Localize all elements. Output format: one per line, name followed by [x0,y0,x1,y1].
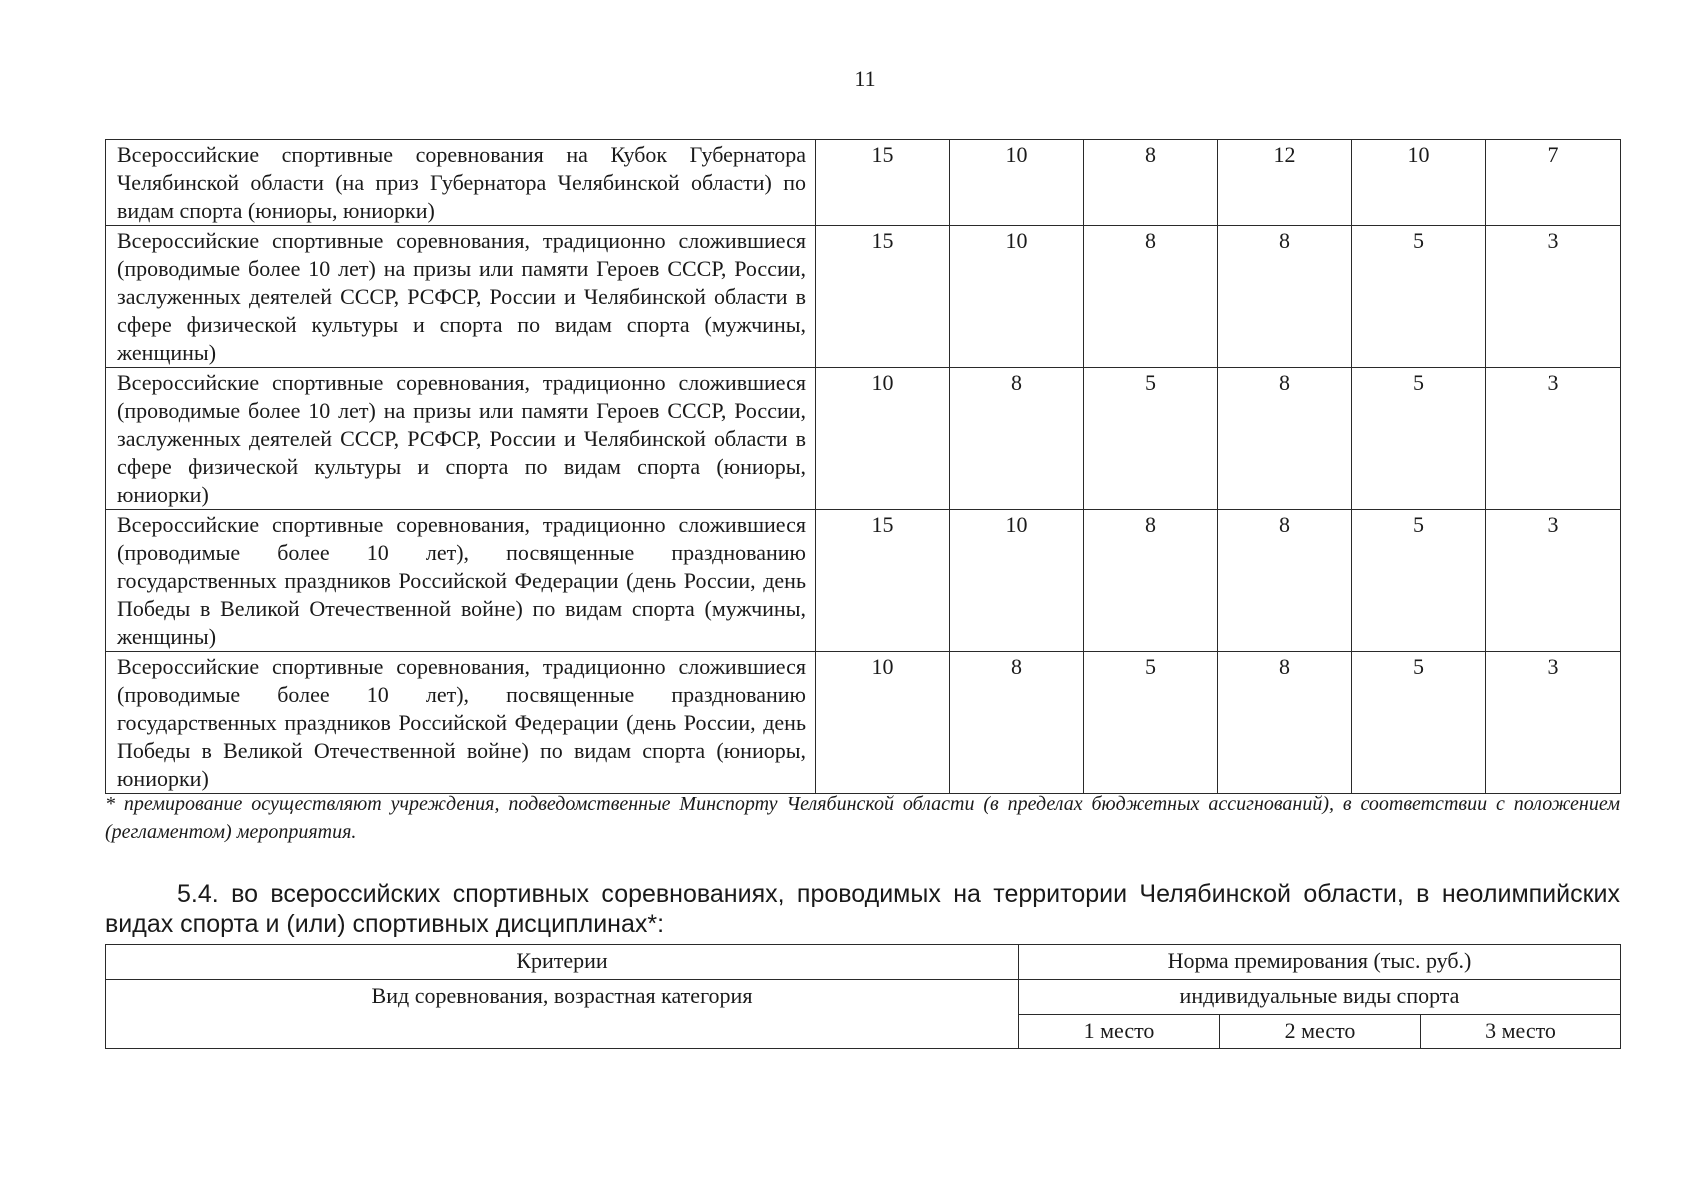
value-cell: 10 [950,140,1084,226]
table-header-row [106,980,1621,1015]
value-cell: 10 [816,652,950,794]
place-header: 3 место [1421,1015,1621,1049]
criteria-header: Критерии [106,945,1019,980]
value-cell: 8 [1084,140,1218,226]
table-row [106,140,1621,226]
value-cell: 8 [1084,510,1218,652]
value-cell: 15 [816,226,950,368]
page-number: 11 [854,66,876,91]
competition-type-header: Вид соревнования, возрастная категория [106,980,1019,1049]
value-cell: 15 [816,510,950,652]
norm-header: Норма премирования (тыс. руб.) [1019,945,1621,980]
table-row [106,368,1621,510]
criterion-cell: Всероссийские спортивные соревнования на Кубок Губернатора Челябинской области (на приз Губернатора Челябинской области) по видам спорта (юниоры, юниорки) [106,140,816,226]
value-cell: 8 [1218,510,1352,652]
table-row [106,226,1621,368]
value-cell: 3 [1486,368,1621,510]
value-cell: 8 [1218,368,1352,510]
awards-table [105,139,1621,794]
value-cell: 10 [950,226,1084,368]
value-cell: 8 [1218,652,1352,794]
value-cell: 10 [1352,140,1486,226]
value-cell: 8 [950,368,1084,510]
value-cell: 15 [816,140,950,226]
value-cell: 3 [1486,652,1621,794]
value-cell: 8 [950,652,1084,794]
place-header: 1 место [1019,1015,1220,1049]
value-cell: 5 [1352,510,1486,652]
table-row [106,652,1621,794]
table-row [106,510,1621,652]
footnote: * премирование осуществляют учреждения, подведомственные Минспорту Челябинской области (в пределах бюджетных ассигнований), в соответствии с положением (регламентом) мероприятия. [105,793,1620,843]
norms-table [105,944,1621,1049]
value-cell: 5 [1352,368,1486,510]
value-cell: 5 [1352,652,1486,794]
place-header: 2 место [1220,1015,1421,1049]
value-cell: 5 [1084,368,1218,510]
table-header-row [106,945,1621,980]
criterion-cell: Всероссийские спортивные соревнования, традиционно сложившиеся (проводимые более 10 лет) на призы или памяти Героев СССР, России, заслуженных деятелей СССР, РСФСР, России и Челябинской области в сфере физической культуры и спорта по видам спорта (мужчины, женщины) [106,226,816,368]
section-5-4-heading: 5.4. во всероссийских спортивных соревнованиях, проводимых на территории Челябинской области, в неолимпийских видах спорта и (или) спортивных дисциплинах*: [105,880,1620,938]
value-cell: 7 [1486,140,1621,226]
criterion-cell: Всероссийские спортивные соревнования, традиционно сложившиеся (проводимые более 10 лет), посвященные празднованию государственных праздников Российской Федерации (день России, день Победы в Великой Отечественной войне) по видам спорта (юниоры, юниорки) [106,652,816,794]
value-cell: 5 [1352,226,1486,368]
value-cell: 8 [1218,226,1352,368]
value-cell: 8 [1084,226,1218,368]
value-cell: 3 [1486,510,1621,652]
individual-sports-header: индивидуальные виды спорта [1019,980,1621,1015]
value-cell: 3 [1486,226,1621,368]
value-cell: 10 [816,368,950,510]
value-cell: 5 [1084,652,1218,794]
value-cell: 10 [950,510,1084,652]
criterion-cell: Всероссийские спортивные соревнования, традиционно сложившиеся (проводимые более 10 лет) на призы или памяти Героев СССР, России, заслуженных деятелей СССР, РСФСР, России и Челябинской области в сфере физической культуры и спорта по видам спорта (юниоры, юниорки) [106,368,816,510]
criterion-cell: Всероссийские спортивные соревнования, традиционно сложившиеся (проводимые более 10 лет), посвященные празднованию государственных праздников Российской Федерации (день России, день Победы в Великой Отечественной войне) по видам спорта (мужчины, женщины) [106,510,816,652]
value-cell: 12 [1218,140,1352,226]
